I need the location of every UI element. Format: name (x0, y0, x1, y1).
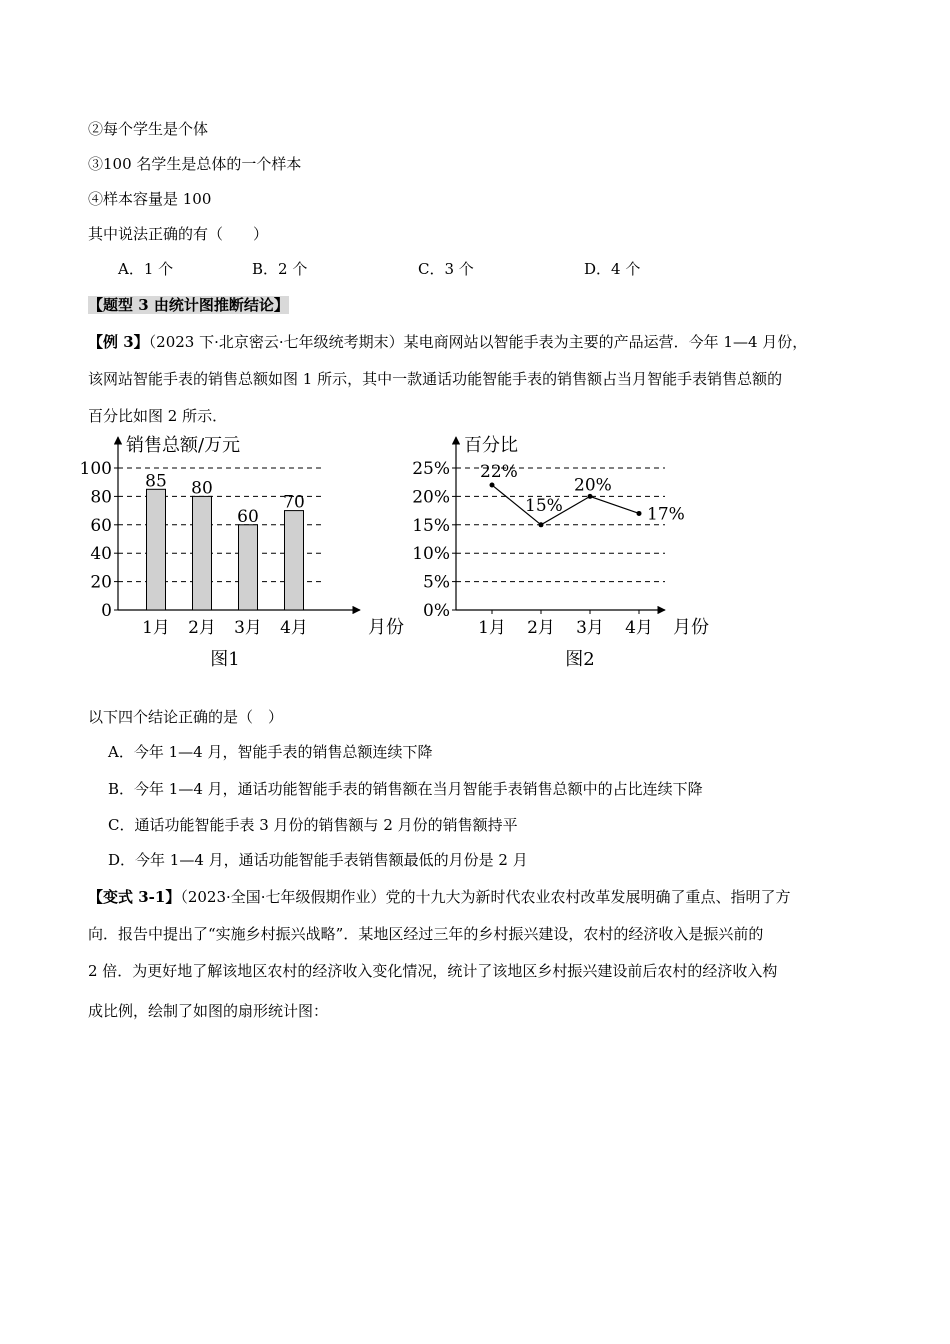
x-tick-label: 4月 (625, 618, 653, 638)
x-tick-label: 2月 (527, 618, 555, 638)
example3-line2: 该网站智能手表的销售总额如图 1 所示，其中一款通话功能智能手表的销售额占当月智能手表销售总额的 (88, 370, 783, 388)
variant-line1-text: （2023·全国·七年级假期作业）党的十九大为新时代农业农村改革发展明确了重点、指明了方 (180, 888, 791, 906)
statement-4: ④样本容量是 100 (88, 190, 212, 208)
example3-label: 【例 3】 (88, 333, 149, 351)
option-b: B．2 个 (252, 260, 308, 278)
data-point (637, 511, 642, 516)
section-heading-label: 【题型 3 由统计图推断结论】 (88, 296, 289, 314)
data-label: 80 (191, 478, 213, 499)
x-axis-title: 月份 (368, 617, 404, 638)
option-d: D．4 个 (584, 260, 641, 278)
x-tick-label: 2月 (188, 618, 216, 638)
variant-label: 【变式 3-1】 (88, 888, 181, 906)
example3-line3: 百分比如图 2 所示． (88, 407, 228, 425)
data-label: 15% (525, 495, 563, 516)
y-tick-label: 20% (412, 487, 450, 508)
data-label: 70 (283, 492, 305, 513)
charts-figure (0, 425, 950, 695)
y-tick-label: 100 (79, 459, 112, 479)
example3-question: 以下四个结论正确的是（ ） (88, 708, 284, 726)
variant-line2: 向．报告中提出了“实施乡村振兴战略”．某地区经过三年的乡村振兴建设，农村的经济收入是振兴前的 (88, 925, 764, 943)
data-label: 20% (574, 475, 612, 496)
statement-3: ③100 名学生是总体的一个样本 (88, 155, 302, 173)
option-a: A．1 个 (118, 260, 174, 278)
x-tick-label: 3月 (576, 618, 604, 638)
data-label: 85 (145, 471, 167, 492)
y-tick-label: 15% (412, 515, 450, 536)
y-tick-label: 25% (412, 459, 450, 479)
bar (147, 489, 166, 610)
series-line (492, 485, 639, 525)
figure-caption: 图2 (565, 649, 595, 670)
statement-2: ②每个学生是个体 (88, 120, 209, 138)
bar (285, 511, 304, 610)
y-axis-title: 百分比 (464, 435, 518, 456)
y-tick-label: 10% (412, 544, 450, 565)
example3-option-a: A．今年 1—4 月，智能手表的销售总额连续下降 (108, 743, 433, 761)
x-tick-label: 3月 (234, 618, 262, 638)
option-c: C．3 个 (418, 260, 474, 278)
section-heading (88, 294, 289, 315)
question-text: 其中说法正确的有（ ） (88, 225, 269, 243)
y-tick-label: 20 (90, 572, 112, 593)
bar (239, 525, 258, 610)
example3-option-c: C．通话功能智能手表 3 月份的销售额与 2 月份的销售额持平 (108, 816, 518, 834)
y-tick-label: 60 (90, 515, 112, 536)
y-tick-label: 5% (423, 572, 450, 593)
example3-option-d: D．今年 1—4 月，通话功能智能手表销售额最低的月份是 2 月 (108, 851, 528, 869)
x-tick-label: 1月 (478, 618, 506, 638)
y-tick-label: 0% (423, 601, 450, 621)
example3-line1-text: （2023 下·北京密云·七年级统考期末）某电商网站以智能手表为主要的产品运营．今年 1—4 月份， (148, 333, 808, 351)
variant-line1 (88, 886, 791, 907)
example3-line1 (88, 331, 807, 352)
x-axis-title: 月份 (673, 617, 709, 638)
example3-option-b: B．今年 1—4 月，通话功能智能手表的销售额在当月智能手表销售总额中的占比连续下降 (108, 780, 703, 798)
variant-line4: 成比例，绘制了如图的扇形统计图： (88, 1002, 329, 1020)
bar-chart-sales (80, 435, 404, 670)
bar (193, 496, 212, 610)
y-tick-label: 80 (90, 487, 112, 508)
x-tick-label: 4月 (280, 618, 308, 638)
y-tick-label: 0 (101, 601, 112, 621)
figure-caption: 图1 (210, 649, 240, 670)
y-axis-title: 销售总额/万元 (126, 435, 241, 456)
y-tick-label: 40 (90, 544, 112, 565)
x-tick-label: 1月 (142, 618, 170, 638)
data-point (490, 483, 495, 488)
data-label: 60 (237, 506, 259, 527)
data-label: 17% (647, 504, 685, 525)
data-label: 22% (480, 462, 518, 483)
line-chart-percentage (412, 435, 709, 670)
variant-line3: 2 倍．为更好地了解该地区农村的经济收入变化情况，统计了该地区乡村振兴建设前后农村的经济收入构 (88, 962, 778, 980)
data-point (539, 522, 544, 527)
